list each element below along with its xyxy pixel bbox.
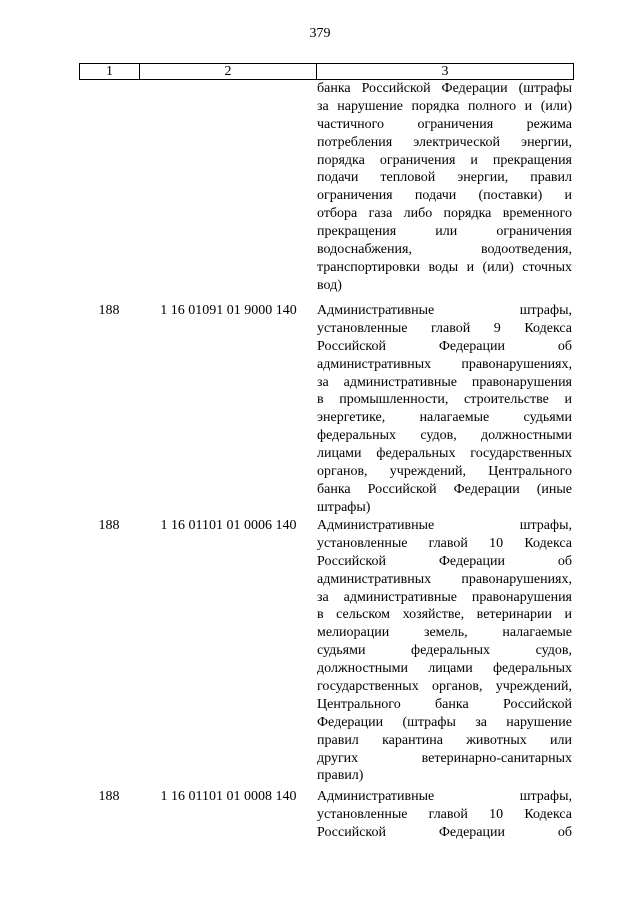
admin-code: 188 <box>98 789 120 804</box>
desc-line: в промышленности, строительстве и <box>317 392 572 408</box>
desc-line: правил) <box>317 768 364 784</box>
desc-line: установленные главой 9 Кодекса <box>317 320 572 336</box>
desc-line: Российской Федерации об <box>317 338 572 354</box>
row-description <box>317 517 572 785</box>
desc-line: банка Российской Федерации (штрафы <box>317 81 572 96</box>
header-col-3: 3 <box>441 64 449 79</box>
desc-line: в сельском хозяйстве, ветеринарии и <box>317 607 572 623</box>
header-col-2: 2 <box>140 64 317 79</box>
desc-line: штрафы) <box>317 499 371 515</box>
desc-line: вод) <box>317 277 342 293</box>
desc-line: Российской Федерации об <box>317 824 572 840</box>
desc-line: водоснабжения, водоотведения, <box>317 242 572 258</box>
desc-line: банка Российской Федерации (иные <box>317 481 572 497</box>
desc-line: за административные правонарушения <box>317 374 572 390</box>
table-header-row <box>79 63 574 80</box>
desc-line: органов, учреждений, Центрального <box>317 464 572 480</box>
desc-line: должностными лицами федеральных <box>317 661 572 677</box>
desc-line: Российской Федерации об <box>317 553 572 569</box>
desc-line: судьями федеральных судов, <box>317 643 572 659</box>
desc-line: установленные главой 10 Кодекса <box>317 806 572 822</box>
row-description <box>317 302 572 517</box>
kbk-code: 1 16 01101 01 0008 140 <box>160 789 297 804</box>
desc-line: Административные штрафы, <box>317 789 572 804</box>
desc-line: за нарушение порядка полного и (или) <box>317 98 572 114</box>
desc-line: транспортировки воды и (или) сточных <box>317 259 572 275</box>
desc-line: лицами федеральных государственных <box>317 446 572 462</box>
desc-line: Административные штрафы, <box>317 518 572 533</box>
row-description <box>317 788 572 842</box>
desc-line: Административные штрафы, <box>317 303 572 318</box>
desc-line: государственных органов, учреждений, <box>317 679 572 695</box>
desc-line: мелиорации земель, налагаемые <box>317 625 572 641</box>
continuation-description <box>317 80 572 295</box>
desc-line: федеральных судов, должностными <box>317 428 572 444</box>
desc-line: энергетике, налагаемые судьями <box>317 410 572 426</box>
desc-line: прекращения или ограничения <box>317 224 572 240</box>
desc-line: потребления электрической энергии, <box>317 134 572 150</box>
kbk-code: 1 16 01091 01 9000 140 <box>160 303 297 318</box>
desc-line: частичного ограничения режима <box>317 116 572 132</box>
desc-line: Центрального банка Российской <box>317 696 572 712</box>
page-number: 379 <box>309 26 331 41</box>
desc-line: Федерации (штрафы за нарушение <box>317 714 572 730</box>
admin-code: 188 <box>98 518 120 533</box>
desc-line: порядка ограничения и прекращения <box>317 152 572 168</box>
admin-code: 188 <box>98 303 120 318</box>
desc-line: подачи тепловой энергии, правил <box>317 170 572 186</box>
desc-line: ограничения подачи (поставки) и <box>317 188 572 204</box>
desc-line: установленные главой 10 Кодекса <box>317 535 572 551</box>
header-col-1: 1 <box>80 64 140 79</box>
desc-line: административных правонарушениях, <box>317 356 572 372</box>
kbk-code: 1 16 01101 01 0006 140 <box>160 518 297 533</box>
desc-line: отбора газа либо порядка временного <box>317 206 572 222</box>
desc-line: других ветеринарно-санитарных <box>317 750 572 766</box>
desc-line: правил карантина животных или <box>317 732 572 748</box>
desc-line: административных правонарушениях, <box>317 571 572 587</box>
desc-line: за административные правонарушения <box>317 589 572 605</box>
